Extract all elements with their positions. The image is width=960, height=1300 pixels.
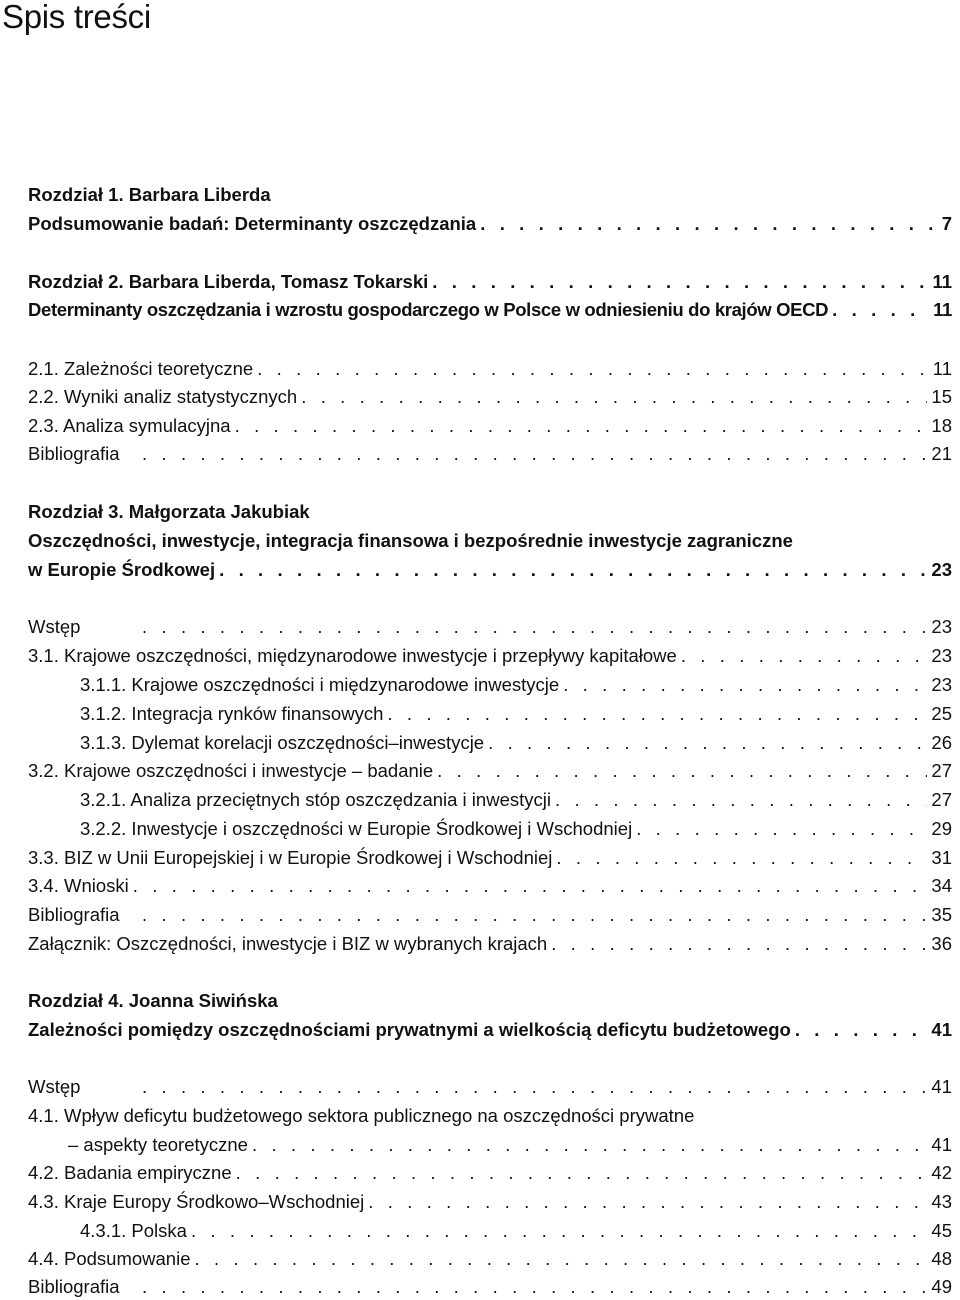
toc-entry[interactable]: [28, 1189, 952, 1215]
dot-leader: [301, 384, 927, 410]
chapter-2-heading[interactable]: [28, 269, 952, 295]
page-number: 31: [931, 847, 952, 868]
toc-entry[interactable]: [28, 356, 952, 382]
page-number: 27: [931, 760, 952, 781]
toc-entry[interactable]: [28, 1103, 952, 1129]
chapter-4-heading: [28, 988, 952, 1014]
dot-leader: [488, 730, 927, 756]
chapter-heading-label: Rozdział 3. Małgorzata Jakubiak: [28, 501, 310, 522]
toc-entry[interactable]: [28, 384, 952, 410]
dot-leader: [257, 356, 929, 382]
page-number: 23: [931, 674, 952, 695]
page-number: 43: [931, 1191, 952, 1212]
toc-entry[interactable]: [80, 730, 952, 756]
toc-entry[interactable]: [28, 931, 952, 957]
entry-label: 3.3. BIZ w Unii Europejskiej i w Europie Środkowej i Wschodniej: [28, 847, 553, 868]
toc-entry[interactable]: [28, 1246, 952, 1272]
entry-label: 3.2.2. Inwestycje i oszczędności w Europie Środkowej i Wschodniej: [80, 818, 633, 839]
chapter-1-title[interactable]: [28, 211, 952, 237]
page-number: 48: [931, 1248, 952, 1269]
dot-leader: [556, 845, 927, 871]
entry-label: 4.4. Podsumowanie: [28, 1248, 191, 1269]
dot-leader: [252, 1132, 927, 1158]
dot-leader: [368, 1189, 927, 1215]
page-number: 34: [931, 875, 952, 896]
dot-leader: [191, 1218, 927, 1244]
dot-leader: [480, 211, 937, 237]
toc-entry[interactable]: [28, 1274, 952, 1300]
toc-entry[interactable]: [28, 758, 952, 784]
page-number: 29: [931, 818, 952, 839]
entry-label: 4.3. Kraje Europy Środkowo–Wschodniej: [28, 1191, 365, 1212]
toc-entry[interactable]: [28, 873, 952, 899]
dot-leader: [133, 873, 928, 899]
page-number: 11: [932, 271, 952, 292]
entry-label: 3.1.1. Krajowe oszczędności i międzynarodowe inwestycje: [80, 674, 560, 695]
dot-leader: [142, 1074, 927, 1100]
toc-entry[interactable]: [80, 787, 952, 813]
entry-label: 4.3.1. Polska: [80, 1220, 187, 1241]
page-number: 45: [931, 1220, 952, 1241]
page-number: 41: [931, 1019, 952, 1040]
page-number: 21: [931, 443, 952, 464]
chapter-title-label: w Europie Środkowej: [28, 559, 216, 580]
page-number: 41: [931, 1134, 952, 1155]
toc-entry[interactable]: [28, 441, 952, 467]
toc-entry[interactable]: [80, 672, 952, 698]
chapter-title-label: Determinanty oszczędzania i wzrostu gospodarczego w Polsce w odniesieniu do krajów OECD: [28, 299, 829, 320]
chapter-title-label: Zależności pomiędzy oszczędnościami prywatnymi a wielkością deficytu budżetowego: [28, 1019, 791, 1040]
page-number: 25: [931, 703, 952, 724]
entry-label: – aspekty teoretyczne: [68, 1134, 248, 1155]
dot-leader: [142, 441, 927, 467]
entry-label: 4.1. Wpływ deficytu budżetowego sektora publicznego na oszczędności prywatne: [28, 1105, 695, 1126]
chapter-heading-label: Rozdział 4. Joanna Siwińska: [28, 990, 278, 1011]
chapter-3-heading: [28, 499, 952, 525]
toc-entry[interactable]: [28, 902, 952, 928]
entry-label: 3.2. Krajowe oszczędności i inwestycje – badanie: [28, 760, 434, 781]
toc-entry[interactable]: [28, 1160, 952, 1186]
dot-leader: [235, 413, 928, 439]
dot-leader: [636, 816, 927, 842]
entry-label: Wstęp: [28, 1076, 81, 1097]
dot-leader: [387, 701, 927, 727]
dot-leader: [551, 931, 927, 957]
toc-entry[interactable]: [68, 1132, 952, 1158]
toc-entry[interactable]: [28, 845, 952, 871]
chapter-title-label: Podsumowanie badań: Determinanty oszczędzania: [28, 213, 477, 234]
chapter-4-title[interactable]: [28, 1017, 952, 1043]
page-number: 11: [932, 358, 952, 379]
toc-entry[interactable]: [28, 413, 952, 439]
entry-label: 3.4. Wnioski: [28, 875, 129, 896]
chapter-3-title-line2[interactable]: [28, 557, 952, 583]
dot-leader: [832, 297, 929, 323]
dot-leader: [142, 614, 927, 640]
toc-entry[interactable]: [80, 701, 952, 727]
dot-leader: [563, 672, 927, 698]
dot-leader: [795, 1017, 928, 1043]
dot-leader: [142, 1274, 927, 1300]
toc-entry[interactable]: [80, 1218, 952, 1244]
entry-label: 3.2.1. Analiza przeciętnych stóp oszczędzania i inwestycji: [80, 789, 551, 810]
page-number: 15: [931, 386, 952, 407]
chapter-heading-label: Rozdział 2. Barbara Liberda, Tomasz Tokarski: [28, 271, 429, 292]
toc-entry[interactable]: [80, 816, 952, 842]
chapter-3-title-line1[interactable]: [28, 528, 952, 554]
toc-entry[interactable]: [28, 1074, 952, 1100]
page-number: 27: [931, 789, 952, 810]
dot-leader: [555, 787, 927, 813]
entry-label: 3.1.2. Integracja rynków finansowych: [80, 703, 384, 724]
entry-label: 2.3. Analiza symulacyjna: [28, 415, 231, 436]
dot-leader: [432, 269, 928, 295]
page-number: 23: [931, 559, 952, 580]
entry-label: Wstęp: [28, 616, 81, 637]
entry-label: Bibliografia: [28, 904, 120, 925]
entry-label: Załącznik: Oszczędności, inwestycje i BIZ w wybranych krajach: [28, 933, 548, 954]
toc-entry[interactable]: [28, 614, 952, 640]
toc-entry[interactable]: [28, 643, 952, 669]
dot-leader: [219, 557, 927, 583]
entry-label: 2.2. Wyniki analiz statystycznych: [28, 386, 298, 407]
page-number: 23: [931, 616, 952, 637]
dot-leader: [195, 1246, 928, 1272]
entry-label: 3.1.3. Dylemat korelacji oszczędności–inwestycje: [80, 732, 485, 753]
entry-label: 4.2. Badania empiryczne: [28, 1162, 232, 1183]
chapter-title-label: Oszczędności, inwestycje, integracja finansowa i bezpośrednie inwestycje zagraniczne: [28, 530, 793, 551]
entry-label: 2.1. Zależności teoretyczne: [28, 358, 254, 379]
page-title: Spis treści: [2, 0, 151, 35]
chapter-1-heading: [28, 182, 952, 208]
page-number: 49: [931, 1276, 952, 1297]
dot-leader: [681, 643, 928, 669]
page-number: 36: [931, 933, 952, 954]
dot-leader: [437, 758, 927, 784]
chapter-heading-label: Rozdział 1. Barbara Liberda: [28, 184, 271, 205]
entry-label: 3.1. Krajowe oszczędności, międzynarodowe inwestycje i przepływy kapitałowe: [28, 645, 677, 666]
page-number: 11: [933, 299, 952, 320]
page-number: 23: [931, 645, 952, 666]
chapter-2-title[interactable]: [28, 297, 952, 323]
page-number: 35: [931, 904, 952, 925]
page-number: 7: [941, 213, 952, 234]
dot-leader: [142, 902, 927, 928]
page-number: 41: [931, 1076, 952, 1097]
page-number: 42: [931, 1162, 952, 1183]
entry-label: Bibliografia: [28, 1276, 120, 1297]
page-number: 18: [931, 415, 952, 436]
dot-leader: [236, 1160, 928, 1186]
entry-label: Bibliografia: [28, 443, 120, 464]
page-number: 26: [931, 732, 952, 753]
